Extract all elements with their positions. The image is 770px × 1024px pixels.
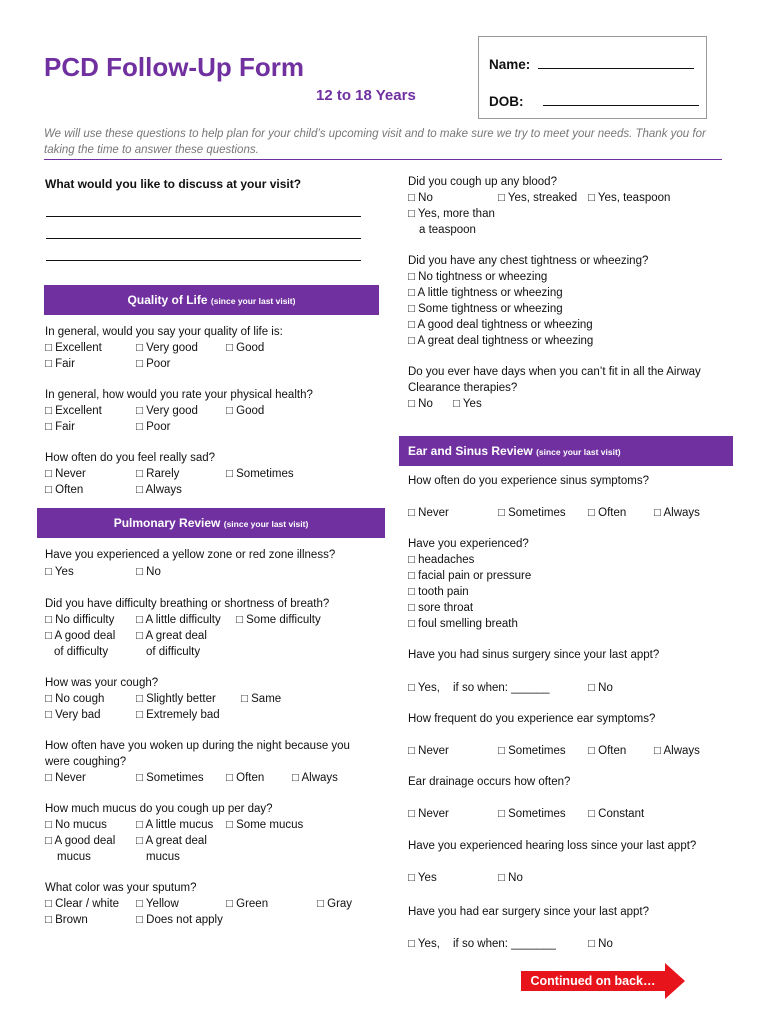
continued-label: Continued on back…	[530, 974, 656, 988]
q-physical-health: In general, how would you rate your physical health?	[45, 389, 313, 401]
opt-q3-always[interactable]: □ Always	[136, 484, 182, 496]
pulm-banner-title: Pulmonary Review	[113, 516, 221, 530]
discuss-line-2[interactable]	[46, 238, 361, 239]
opt-q2-poor[interactable]: □ Poor	[136, 421, 171, 433]
opt-p4-never[interactable]: □ Never	[45, 772, 86, 784]
q-ear-surgery: Have you had ear surgery since your last appt?	[408, 906, 649, 918]
q-cough-blood: Did you cough up any blood?	[408, 176, 557, 188]
opt-r2-great-deal[interactable]: □ A great deal tightness or wheezing	[408, 335, 594, 347]
opt-e6-yes[interactable]: □ Yes	[408, 872, 437, 884]
opt-p6-clear-white[interactable]: □ Clear / white	[45, 898, 120, 910]
opt-p5-great-deal-cont: mucus	[146, 851, 180, 863]
discuss-line-3[interactable]	[46, 260, 361, 261]
q-breathing-difficulty: Did you have difficulty breathing or shortness of breath?	[45, 598, 330, 610]
opt-p6-gray[interactable]: □ Gray	[317, 898, 353, 910]
opt-r1-streaked[interactable]: □ Yes, streaked	[498, 192, 578, 204]
opt-e7-yes[interactable]: □ Yes,	[408, 938, 440, 950]
quality-of-life-banner	[44, 285, 379, 315]
opt-p5-some-mucus[interactable]: □ Some mucus	[226, 819, 304, 831]
opt-p1-no[interactable]: □ No	[136, 566, 161, 578]
dob-field[interactable]	[489, 93, 699, 109]
opt-p5-little-mucus[interactable]: □ A little mucus	[136, 819, 214, 831]
opt-q3-often[interactable]: □ Often	[45, 484, 84, 496]
opt-e4-never[interactable]: □ Never	[408, 745, 449, 757]
q-feel-sad: How often do you feel really sad?	[45, 452, 216, 464]
q-zone-illness: Have you experienced a yellow zone or red zone illness?	[45, 549, 336, 561]
opt-e6-no[interactable]: □ No	[498, 872, 523, 884]
opt-p5-good-deal-cont: mucus	[57, 851, 91, 863]
opt-p4-sometimes[interactable]: □ Sometimes	[136, 772, 204, 784]
opt-e2-facial-pain[interactable]: □ facial pain or pressure	[408, 570, 532, 582]
name-line[interactable]	[538, 56, 694, 69]
opt-e4-always[interactable]: □ Always	[654, 745, 700, 757]
opt-e2-headaches[interactable]: □ headaches	[408, 554, 475, 566]
intro-text: We will use these questions to help plan for your child’s upcoming visit and to make sure we try to meet your needs. Thank you for taking the time to answer these questions.	[44, 128, 706, 156]
q-sputum-color: What color was your sputum?	[45, 882, 197, 894]
opt-q3-rarely[interactable]: □ Rarely	[136, 468, 180, 480]
continued-arrow	[521, 963, 685, 999]
ear-sinus-banner	[399, 436, 733, 466]
name-field[interactable]	[489, 56, 694, 72]
opt-q2-excellent[interactable]: □ Excellent	[45, 405, 102, 417]
opt-q2-very-good[interactable]: □ Very good	[136, 405, 198, 417]
qol-banner-title: Quality of Life	[127, 293, 208, 307]
pulm-banner-note: (since your last visit)	[223, 519, 309, 529]
opt-e3-yes[interactable]: □ Yes,	[408, 682, 440, 694]
opt-e2-tooth-pain[interactable]: □ tooth pain	[408, 586, 469, 598]
opt-e1-sometimes[interactable]: □ Sometimes	[498, 507, 566, 519]
opt-p3-no-cough[interactable]: □ No cough	[45, 693, 105, 705]
opt-e2-sore-throat[interactable]: □ sore throat	[408, 602, 474, 614]
opt-p3-very-bad[interactable]: □ Very bad	[45, 709, 101, 721]
opt-p2-no-difficulty[interactable]: □ No difficulty	[45, 614, 115, 626]
q-hearing-loss: Have you experienced hearing loss since your last appt?	[408, 840, 697, 852]
opt-q1-very-good[interactable]: □ Very good	[136, 342, 198, 354]
opt-p2-some-difficulty[interactable]: □ Some difficulty	[236, 614, 321, 626]
name-label: Name:	[489, 57, 531, 72]
opt-p5-great-deal[interactable]: □ A great deal	[136, 835, 207, 847]
q-ear-drainage: Ear drainage occurs how often?	[408, 776, 571, 788]
opt-q1-good[interactable]: □ Good	[226, 342, 265, 354]
opt-p4-always[interactable]: □ Always	[292, 772, 338, 784]
q-cough: How was your cough?	[45, 677, 159, 689]
patient-info-box	[478, 36, 707, 119]
e3-when-field[interactable]: if so when: ______	[453, 682, 550, 694]
opt-r1-no[interactable]: □ No	[408, 192, 433, 204]
opt-e4-sometimes[interactable]: □ Sometimes	[498, 745, 566, 757]
opt-e5-constant[interactable]: □ Constant	[588, 808, 645, 820]
opt-p3-slightly-better[interactable]: □ Slightly better	[136, 693, 216, 705]
opt-e7-no[interactable]: □ No	[588, 938, 613, 950]
opt-p2-great-deal-cont: of difficulty	[146, 646, 201, 658]
ear-banner-title: Ear and Sinus Review	[408, 444, 533, 458]
opt-r1-more-than-cont: a teaspoon	[419, 224, 476, 236]
dob-label: DOB:	[489, 94, 524, 109]
e7-when-field[interactable]: if so when: _______	[453, 938, 556, 950]
q-mucus: How much mucus do you cough up per day?	[45, 803, 273, 815]
dob-line[interactable]	[543, 93, 699, 106]
opt-p6-brown[interactable]: □ Brown	[45, 914, 88, 926]
opt-q1-fair[interactable]: □ Fair	[45, 358, 75, 370]
opt-p2-great-deal[interactable]: □ A great deal	[136, 630, 207, 642]
opt-p6-green[interactable]: □ Green	[226, 898, 269, 910]
opt-r3-no[interactable]: □ No	[408, 398, 433, 410]
opt-p2-little-difficulty[interactable]: □ A little difficulty	[136, 614, 221, 626]
opt-q1-poor[interactable]: □ Poor	[136, 358, 171, 370]
opt-p6-not-apply[interactable]: □ Does not apply	[136, 914, 223, 926]
q-quality-of-life: In general, would you say your quality of life is:	[45, 326, 283, 338]
pulmonary-review-banner	[37, 508, 385, 538]
q-chest-tightness: Did you have any chest tightness or wheezing?	[408, 255, 649, 267]
opt-e4-often[interactable]: □ Often	[588, 745, 627, 757]
opt-r2-none[interactable]: □ No tightness or wheezing	[408, 271, 548, 283]
q-sinus-symptoms: How often do you experience sinus symptoms?	[408, 475, 649, 487]
age-range-subtitle: 12 to 18 Years	[316, 87, 416, 104]
opt-p1-yes[interactable]: □ Yes	[45, 566, 74, 578]
q-airway-clearance-cont: Clearance therapies?	[408, 382, 518, 394]
opt-p2-good-deal[interactable]: □ A good deal	[45, 630, 116, 642]
opt-q2-fair[interactable]: □ Fair	[45, 421, 75, 433]
opt-e5-never[interactable]: □ Never	[408, 808, 449, 820]
form-title: PCD Follow-Up Form	[44, 52, 304, 82]
opt-r2-little[interactable]: □ A little tightness or wheezing	[408, 287, 563, 299]
opt-e3-no[interactable]: □ No	[588, 682, 613, 694]
opt-q3-sometimes[interactable]: □ Sometimes	[226, 468, 294, 480]
discuss-question: What would you like to discuss at your visit?	[45, 177, 302, 191]
opt-e2-foul-breath[interactable]: □ foul smelling breath	[408, 618, 518, 630]
discuss-line-1[interactable]	[46, 216, 361, 217]
opt-p5-no-mucus[interactable]: □ No mucus	[45, 819, 107, 831]
header-divider	[44, 159, 722, 160]
opt-r2-good-deal[interactable]: □ A good deal tightness or wheezing	[408, 319, 593, 331]
q-night-cough-cont: were coughing?	[45, 756, 127, 768]
opt-r1-more-than[interactable]: □ Yes, more than	[408, 208, 495, 220]
opt-p6-yellow[interactable]: □ Yellow	[136, 898, 179, 910]
opt-e1-always[interactable]: □ Always	[654, 507, 700, 519]
opt-r3-yes[interactable]: □ Yes	[453, 398, 482, 410]
ear-banner-note: (since your last visit)	[536, 447, 621, 457]
opt-p3-same[interactable]: □ Same	[241, 693, 282, 705]
q-experienced: Have you experienced?	[408, 538, 529, 550]
opt-e1-never[interactable]: □ Never	[408, 507, 449, 519]
opt-q1-excellent[interactable]: □ Excellent	[45, 342, 102, 354]
qol-banner-note: (since your last visit)	[210, 296, 296, 306]
opt-e1-often[interactable]: □ Often	[588, 507, 627, 519]
opt-r1-teaspoon[interactable]: □ Yes, teaspoon	[588, 192, 671, 204]
opt-q2-good[interactable]: □ Good	[226, 405, 265, 417]
q-sinus-surgery: Have you had sinus surgery since your last appt?	[408, 649, 660, 661]
opt-p3-extremely-bad[interactable]: □ Extremely bad	[136, 709, 220, 721]
opt-r2-some[interactable]: □ Some tightness or wheezing	[408, 303, 563, 315]
opt-e5-sometimes[interactable]: □ Sometimes	[498, 808, 566, 820]
opt-p5-good-deal[interactable]: □ A good deal	[45, 835, 116, 847]
opt-q3-never[interactable]: □ Never	[45, 468, 86, 480]
q-airway-clearance: Do you ever have days when you can’t fit in all the Airway	[408, 366, 701, 378]
opt-p4-often[interactable]: □ Often	[226, 772, 265, 784]
q-night-cough: How often have you woken up during the night because you	[45, 740, 350, 752]
q-ear-symptoms: How frequent do you experience ear symptoms?	[408, 713, 656, 725]
opt-p2-good-deal-cont: of difficulty	[54, 646, 109, 658]
